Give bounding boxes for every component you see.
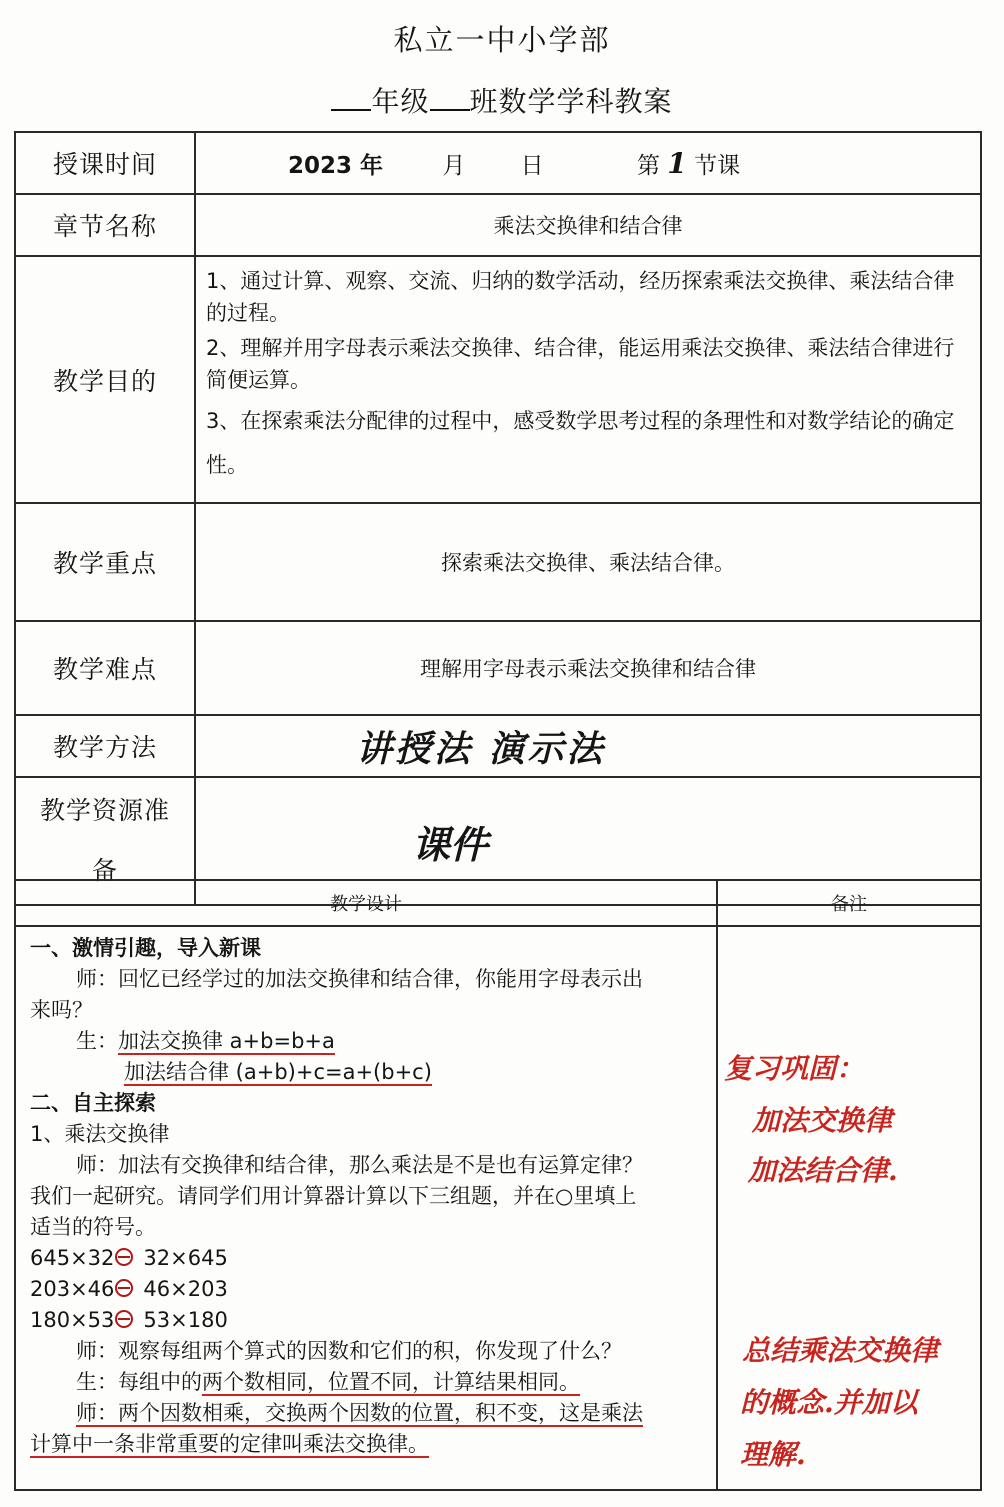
- resources-handwritten: 课件: [412, 821, 489, 867]
- student-prefix: 生：每组中的: [76, 1370, 202, 1394]
- teacher-line: 师：加法有交换律和结合律，那么乘法是不是也有运算定律？: [76, 1153, 643, 1177]
- equation-right: 32×645: [143, 1246, 228, 1270]
- method-label: 教学方法: [15, 715, 195, 777]
- design-column-header: 教学设计: [15, 880, 717, 926]
- teacher-line-cont: 我们一起研究。请同学们用计算器计算以下三组题，并在○里填上: [30, 1184, 637, 1208]
- time-value: [195, 132, 981, 194]
- addition-associative-law: 加法结合律 (a+b)+c=a+(b+c): [124, 1060, 432, 1084]
- equation-left: 645×32: [30, 1246, 115, 1270]
- class-blank: [430, 85, 470, 111]
- chapter-label: 章节名称: [15, 194, 195, 256]
- note-concept: 的概念.并加以: [740, 1386, 918, 1419]
- design-header-row: [15, 880, 981, 926]
- note-review: 复习巩固：: [724, 1052, 865, 1085]
- time-day: 日: [520, 152, 544, 179]
- teacher-line: 师：回忆已经学过的加法交换律和结合律，你能用字母表示出: [76, 967, 643, 991]
- equation-left: 180×53: [30, 1308, 115, 1332]
- note-add-associative: 加法结合律.: [748, 1154, 898, 1187]
- chapter-row: [15, 194, 981, 256]
- time-label: 授课时间: [15, 132, 195, 194]
- subsection-title: 1、乘法交换律: [30, 1122, 170, 1146]
- note-understand: 理解.: [740, 1438, 806, 1471]
- difficulty-value: 理解用字母表示乘法交换律和结合律: [195, 621, 981, 715]
- method-row: [15, 715, 981, 777]
- school-title: 私立一中小学部: [393, 23, 611, 57]
- key-point-value: 探索乘法交换律、乘法结合律。: [195, 503, 981, 621]
- teacher-line-cont: 适当的符号。: [30, 1215, 156, 1239]
- student-line: [30, 1026, 712, 1057]
- lesson-info-table: [14, 131, 982, 906]
- teacher-line-cont: [30, 1429, 712, 1460]
- student-line: [30, 1367, 712, 1398]
- teacher-line: 师：观察每组两个算式的因数和它们的积，你发现了什么？: [76, 1339, 622, 1363]
- key-point-row: [15, 503, 981, 621]
- goals-list: [195, 256, 981, 503]
- teaching-design-table: [14, 879, 982, 1491]
- equation-right: 53×180: [143, 1308, 228, 1332]
- lesson-number: 1: [667, 146, 687, 180]
- equation-row: [30, 1274, 712, 1305]
- method-value: [195, 715, 981, 777]
- equation-left: 203×46: [30, 1277, 115, 1301]
- method-handwritten: 讲授法 演示法: [356, 727, 606, 770]
- goal-item: 1、通过计算、观察、交流、归纳的数学活动，经历探索乘法交换律、乘法结合律的过程。: [206, 269, 955, 325]
- goals-row: [15, 256, 981, 503]
- equation-row: [30, 1305, 712, 1336]
- lesson-prefix: 第: [636, 152, 660, 179]
- addition-commutative-law: 加法交换律 a+b=b+a: [118, 1029, 335, 1053]
- time-year: 2023 年: [288, 152, 384, 179]
- equation-right: 46×203: [143, 1277, 228, 1301]
- design-content: [15, 926, 717, 1490]
- section-2-title: 二、自主探索: [30, 1091, 156, 1115]
- teacher-line: [30, 1398, 712, 1429]
- time-row: [15, 132, 981, 194]
- note-add-commutative: 加法交换律: [752, 1104, 893, 1137]
- design-body-row: [15, 926, 981, 1490]
- chapter-value: 乘法交换律和结合律: [195, 194, 981, 256]
- resources-label-line1: 教学资源准: [39, 796, 170, 825]
- goal-item: 3、在探索乘法分配律的过程中，感受数学思考过程的条理性和对数学结论的确定性。: [206, 409, 955, 477]
- teacher-conclusion: 师：两个因数相乘，交换两个因数的位置，积不变，这是乘法: [76, 1401, 643, 1425]
- note-summary: 总结乘法交换律: [742, 1334, 939, 1367]
- student-line-2: [30, 1057, 712, 1088]
- resources-label-line2: 备: [91, 856, 118, 885]
- lesson-suffix: 节课: [694, 152, 741, 179]
- grade-blank: [331, 85, 371, 111]
- section-1-title: 一、激情引趣，导入新课: [30, 936, 261, 960]
- goals-label: 教学目的: [15, 256, 195, 503]
- key-point-label: 教学重点: [15, 503, 195, 621]
- student-prefix: 生：: [76, 1029, 118, 1053]
- notes-content: [717, 926, 981, 1490]
- equals-circle: [115, 1248, 133, 1266]
- equals-circle: [115, 1310, 133, 1328]
- teacher-conclusion-cont: 计算中一条非常重要的定律叫乘法交换律。: [30, 1432, 429, 1456]
- equals-circle: [115, 1279, 133, 1297]
- notes-column-header: 备注: [717, 880, 981, 926]
- class-plan-word: 班数学学科教案: [469, 85, 673, 118]
- equation-row: [30, 1243, 712, 1274]
- plan-subtitle: [0, 80, 1004, 120]
- goal-item: 2、理解并用字母表示乘法交换律、结合律，能运用乘法交换律、乘法结合律进行简便运算。: [206, 336, 955, 392]
- grade-word: 年级: [371, 85, 430, 118]
- time-month: 月: [442, 152, 466, 179]
- teacher-line-cont: 来吗？: [30, 998, 93, 1022]
- difficulty-label: 教学难点: [15, 621, 195, 715]
- student-finding: 两个数相同，位置不同，计算结果相同。: [202, 1370, 580, 1394]
- difficulty-row: [15, 621, 981, 715]
